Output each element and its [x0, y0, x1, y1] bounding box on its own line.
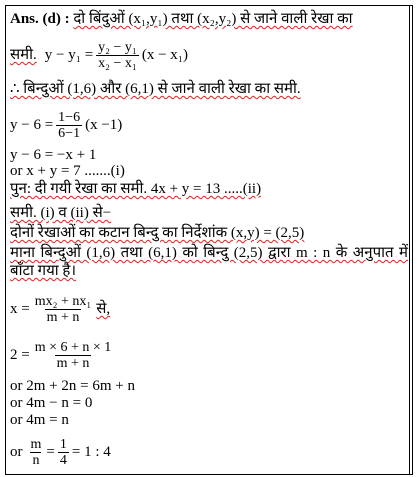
answer-line-11	[10, 288, 110, 330]
answer-line-8	[10, 204, 111, 222]
answer-line-15: or 4m = n	[10, 412, 69, 428]
fraction-denominator: 6−1	[58, 125, 81, 141]
text-line-8: समी. (i) व (ii) से−	[10, 205, 112, 221]
text-line-9: दोनों रेखाओं का कटान बिन्दु का निर्देशांक (x,y) = (2,5)	[10, 225, 305, 241]
section-formula-rhs: से,	[96, 301, 111, 317]
equation-rhs: (x −1)	[85, 117, 123, 133]
fraction-numerator: mx₂ + nx₁	[34, 293, 92, 309]
answer-line-4	[10, 104, 122, 146]
formula-fraction	[96, 40, 139, 71]
section-formula-fraction	[33, 294, 94, 325]
ratio-prefix: or	[10, 444, 23, 460]
text-line-1: दो बिंदुओं (x₁,y₁) तथा (x₂,y₂) से जाने वाली रेखा का	[73, 11, 353, 27]
answer-line-16	[10, 432, 111, 472]
answer-line-14: or 4m − n = 0	[10, 395, 93, 411]
answer-line-6: or x + y = 7 .......(i)	[10, 163, 125, 179]
section-formula-lhs: x =	[10, 301, 30, 317]
fraction-numerator: m × 6 + n × 1	[34, 339, 112, 355]
text-line-2-prefix: समी.	[10, 47, 37, 63]
answer-line-1	[10, 10, 353, 28]
text-line-7: पुन: दी गयी रेखा का समी. 4x + y = 13 .....(ii)	[10, 181, 262, 197]
text-line-3: ∴ बिन्दुओं (1,6) और (6,1) से जाने वाली रेखा का समी.	[10, 81, 301, 97]
answer-line-13: or 2m + 2n = 6m + n	[10, 378, 135, 394]
substitution-lhs: 2 =	[10, 347, 30, 363]
answer-line-3	[10, 80, 301, 98]
equation-fraction	[56, 110, 82, 141]
answer-line-12	[10, 334, 116, 376]
answer-line-9	[10, 224, 304, 242]
fraction-numerator: 1−6	[58, 109, 81, 125]
formula-rhs: (x − x₁)	[141, 47, 189, 63]
ratio-fraction-value	[58, 437, 69, 468]
fraction-denominator: 4	[59, 452, 67, 468]
ratio-equals: =	[46, 444, 55, 460]
fraction-numerator: 1	[59, 436, 67, 452]
answer-line-7	[10, 180, 261, 198]
fraction-denominator: m + n	[46, 309, 80, 325]
fraction-denominator: x₂ − x₁	[98, 55, 137, 71]
formula-lhs: y − y₁ =	[44, 47, 94, 63]
equation-lhs: y − 6 =	[10, 117, 54, 133]
answer-line-10	[10, 244, 408, 280]
ratio-result: = 1 : 4	[71, 444, 111, 460]
answer-label: Ans. (d) :	[10, 11, 70, 27]
answer-line-5: y − 6 = −x + 1	[10, 147, 97, 163]
text-line-10: माना बिन्दुओं (1,6) तथा (6,1) को बिन्दु (2,5) द्वारा m : n के अनुपात में बाँटा गया है।	[10, 245, 408, 279]
fraction-numerator: y₂ − y₁	[98, 39, 137, 55]
fraction-denominator: n	[32, 452, 40, 468]
substitution-fraction	[33, 340, 114, 371]
ratio-fraction-m-n	[29, 437, 44, 468]
fraction-numerator: m	[30, 436, 42, 452]
fraction-denominator: m + n	[56, 355, 90, 371]
box-right-margin	[409, 5, 415, 475]
answer-line-2	[10, 34, 188, 76]
